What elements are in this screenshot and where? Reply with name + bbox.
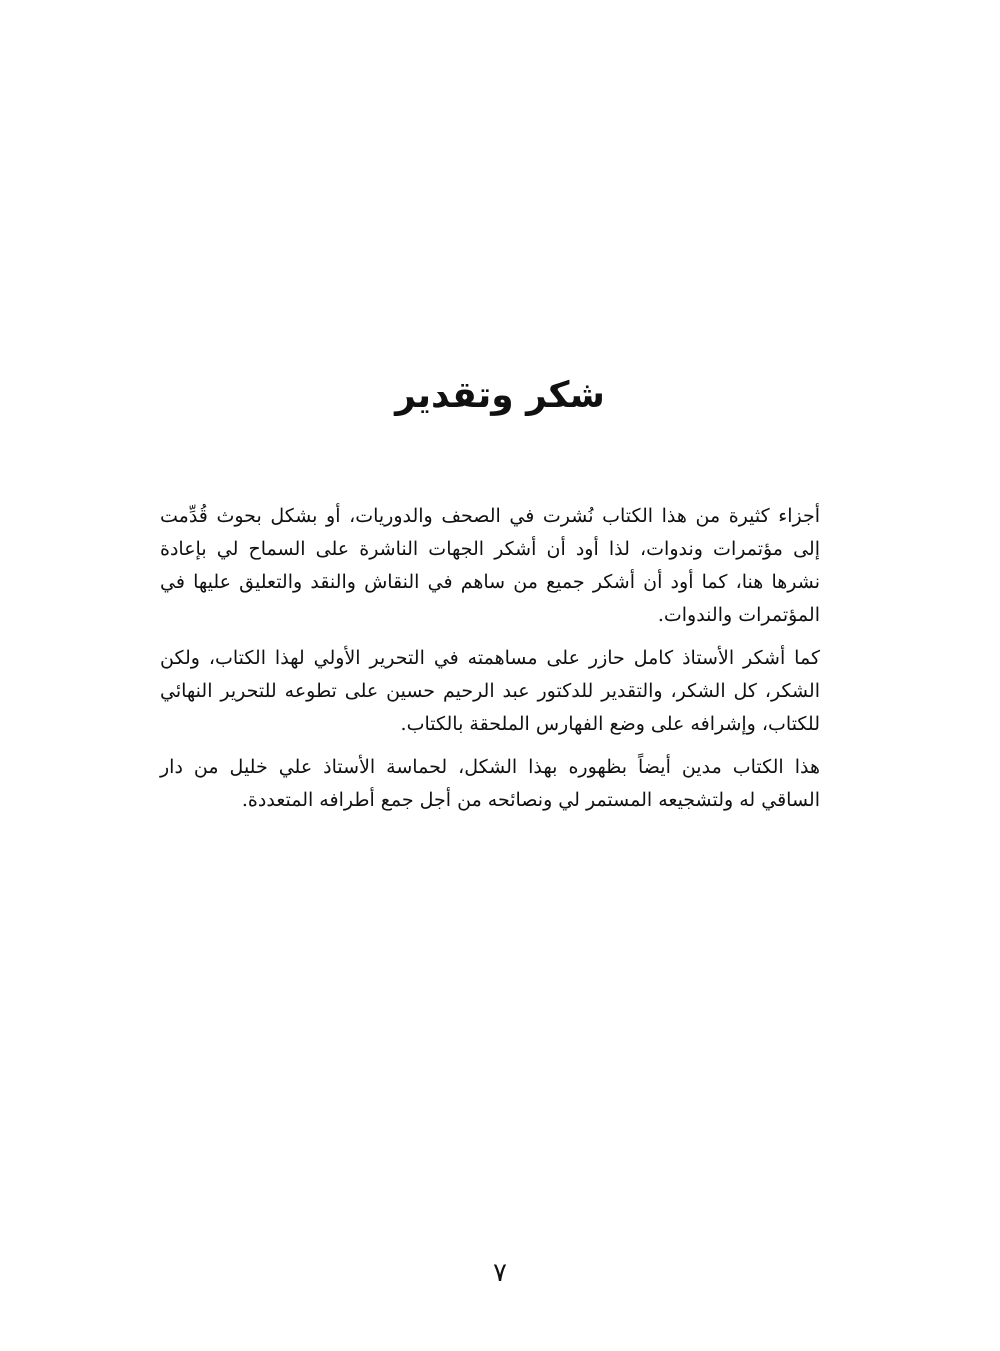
- acknowledgements-body: [160, 500, 820, 827]
- page-title: شكر وتقدير: [395, 375, 605, 416]
- page-number: ٧: [493, 1258, 507, 1288]
- paragraph-2: كما أشكر الأستاذ كامل حازر على مساهمته في التحرير الأولي لهذا الكتاب، ولكن الشكر، كل الشكر، والتقدير للدكتور عبد الرحيم حسين على تطوعه للتحرير النهائي للكتاب، وإشرافه على وضع الفهارس الملحقة بالكتاب.: [160, 647, 820, 735]
- paragraph-1: أجزاء كثيرة من هذا الكتاب نُشرت في الصحف والدوريات، أو بشكل بحوث قُدِّمت إلى مؤتمرات وندوات، لذا أود أن أشكر الجهات الناشرة على السماح لي بإعادة نشرها هنا، كما أود أن أشكر جميع من ساهم في النقاش والنقد والتعليق عليها في المؤتمرات والندوات.: [160, 505, 820, 626]
- paragraph-3: هذا الكتاب مدين أيضاً بظهوره بهذا الشكل، لحماسة الأستاذ علي خليل من دار الساقي له ولتشجيعه المستمر لي ونصائحه من أجل جمع أطرافه المتعددة.: [160, 756, 820, 811]
